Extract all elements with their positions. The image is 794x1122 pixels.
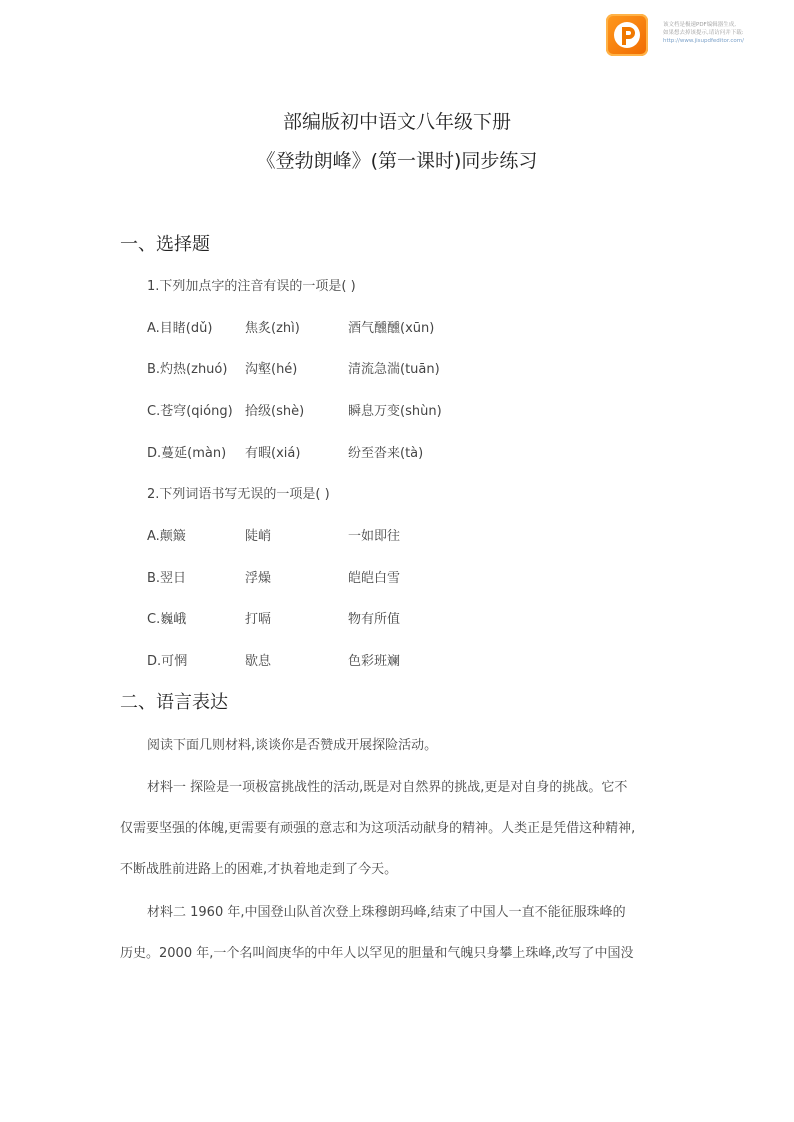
section-heading-choice: 一、选择题 [120, 234, 210, 255]
option-term: D.可惘 [147, 654, 188, 669]
option-term: 色彩班斓 [348, 654, 401, 669]
option-term: 瞬息万变(shùn) [348, 404, 442, 419]
material-1-line-3: 不断战胜前进路上的困难,才执着地走到了今天。 [120, 862, 398, 877]
watermark-url[interactable]: http://www.jisupdfeditor.com/ [663, 38, 744, 44]
question-2-option-d [0, 650, 794, 670]
watermark-line-1: 该文档是极速PDF编辑器生成, [663, 22, 736, 28]
option-term: 打嗝 [245, 612, 272, 627]
option-term: 皑皑白雪 [348, 571, 401, 586]
question-1-option-b [0, 358, 794, 378]
option-term: B.灼热(zhuó) [147, 362, 228, 377]
option-term: 清流急湍(tuān) [348, 362, 440, 377]
material-1-line-1: 材料一 探险是一项极富挑战性的活动,既是对自然界的挑战,更是对自身的挑战。它不 [147, 780, 628, 795]
reading-intro: 阅读下面几则材料,谈谈你是否赞成开展探险活动。 [147, 738, 438, 753]
question-2-option-a [0, 525, 794, 545]
option-term: 焦炙(zhì) [245, 321, 300, 336]
question-1-option-a [0, 317, 794, 337]
document-subtitle: 《登勃朗峰》(第一课时)同步练习 [256, 150, 538, 172]
watermark-line-2: 如果想去掉该提示,请访问并下载: [663, 30, 744, 36]
watermark [606, 14, 786, 58]
option-term: 物有所值 [348, 612, 401, 627]
option-term: 沟壑(hé) [245, 362, 298, 377]
pdf-editor-logo-icon [606, 14, 648, 56]
option-term: D.蔓延(màn) [147, 446, 227, 461]
option-term: A.目睹(dǔ) [147, 321, 213, 336]
material-2-line-1: 材料二 1960 年,中国登山队首次登上珠穆朗玛峰,结束了中国人一直不能征服珠峰的 [147, 905, 626, 920]
option-term: 一如即往 [348, 529, 401, 544]
option-term: 有暇(xiá) [245, 446, 301, 461]
question-2-option-b [0, 567, 794, 587]
material-2-line-2: 历史。2000 年,一个名叫阎庚华的中年人以罕见的胆量和气魄只身攀上珠峰,改写了中国没 [120, 946, 634, 961]
option-term: A.颠簸 [147, 529, 186, 544]
option-term: 歇息 [245, 654, 272, 669]
option-term: 拾级(shè) [245, 404, 305, 419]
question-1-option-c [0, 400, 794, 420]
document-title: 部编版初中语文八年级下册 [282, 111, 511, 133]
option-term: 陡峭 [245, 529, 272, 544]
question-2-stem: 2.下列词语书写无误的一项是( ) [147, 487, 330, 502]
option-term: C.巍峨 [147, 612, 187, 627]
section-heading-language: 二、语言表达 [120, 692, 228, 713]
option-term: 酒气醺醺(xūn) [348, 321, 435, 336]
option-term: 纷至沓来(tà) [348, 446, 424, 461]
question-1-option-d [0, 442, 794, 462]
option-term: B.翌日 [147, 571, 187, 586]
option-term: C.苍穹(qióng) [147, 404, 233, 419]
watermark-text [663, 21, 788, 45]
question-1-stem: 1.下列加点字的注音有误的一项是( ) [147, 279, 356, 294]
material-1-line-2: 仅需要坚强的体魄,更需要有顽强的意志和为这项活动献身的精神。人类正是凭借这种精神, [120, 821, 636, 836]
question-2-option-c [0, 608, 794, 628]
option-term: 浮燥 [245, 571, 272, 586]
